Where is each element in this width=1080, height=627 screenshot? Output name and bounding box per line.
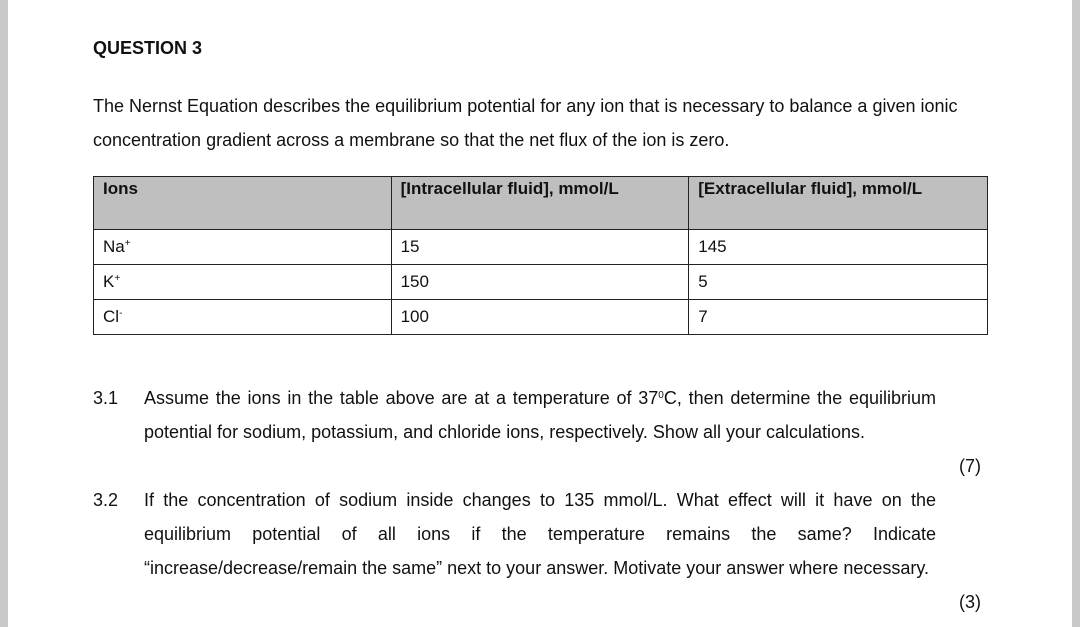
ion-symbol: Cl bbox=[103, 307, 120, 326]
degree-superscript: 0 bbox=[658, 390, 664, 401]
subquestion-number: 3.2 bbox=[93, 490, 119, 510]
ion-cell bbox=[94, 265, 392, 300]
table-header-row bbox=[94, 177, 988, 230]
table-row bbox=[94, 300, 988, 335]
ion-charge: - bbox=[119, 308, 123, 319]
subquestion-marks: (7) bbox=[959, 456, 981, 476]
header-intracellular: [Intracellular fluid], mmol/L bbox=[391, 177, 689, 230]
ion-symbol: K bbox=[103, 272, 115, 291]
subquestion-text: If the concentration of sodium inside changes to 135 mmol/L. What effect will it have on the equilibrium potential of all ions if the temperature remains the same? Indicate “increase/decrease/remain the same” next to your answer. Motivate your answer where necessary. bbox=[144, 490, 936, 578]
question-intro: The Nernst Equation describes the equilibrium potential for any ion that is necessary to balance a given ionic concentration gradient across a membrane so that the net flux of the ion is zero. bbox=[93, 96, 958, 150]
table-row bbox=[94, 230, 988, 265]
ion-cell bbox=[94, 300, 392, 335]
subquestion-text bbox=[144, 381, 936, 449]
document-page bbox=[8, 0, 1072, 627]
extracellular-value: 5 bbox=[689, 265, 988, 300]
intracellular-value: 15 bbox=[391, 230, 689, 265]
table-row bbox=[94, 265, 988, 300]
ion-charge: + bbox=[124, 238, 131, 249]
question-title: QUESTION 3 bbox=[93, 38, 203, 58]
header-ions: Ions bbox=[94, 177, 392, 230]
intracellular-value: 100 bbox=[391, 300, 689, 335]
intracellular-value: 150 bbox=[391, 265, 689, 300]
subquestion-number: 3.1 bbox=[93, 388, 119, 408]
subquestion-marks: (3) bbox=[959, 592, 981, 612]
subquestion-text-part: Assume the ions in the table above are at a temperature of 37 bbox=[144, 388, 659, 408]
subquestion-text-part: C, then determine the equilibrium potential for sodium, potassium, and chloride ions, respectively. Show all your calculations. bbox=[144, 388, 936, 442]
ion-symbol: Na bbox=[103, 237, 125, 256]
extracellular-value: 145 bbox=[689, 230, 988, 265]
extracellular-value: 7 bbox=[689, 300, 988, 335]
ion-concentration-table bbox=[93, 176, 988, 335]
ion-charge: + bbox=[114, 273, 121, 284]
header-extracellular: [Extracellular fluid], mmol/L bbox=[689, 177, 988, 230]
ion-cell bbox=[94, 230, 392, 265]
